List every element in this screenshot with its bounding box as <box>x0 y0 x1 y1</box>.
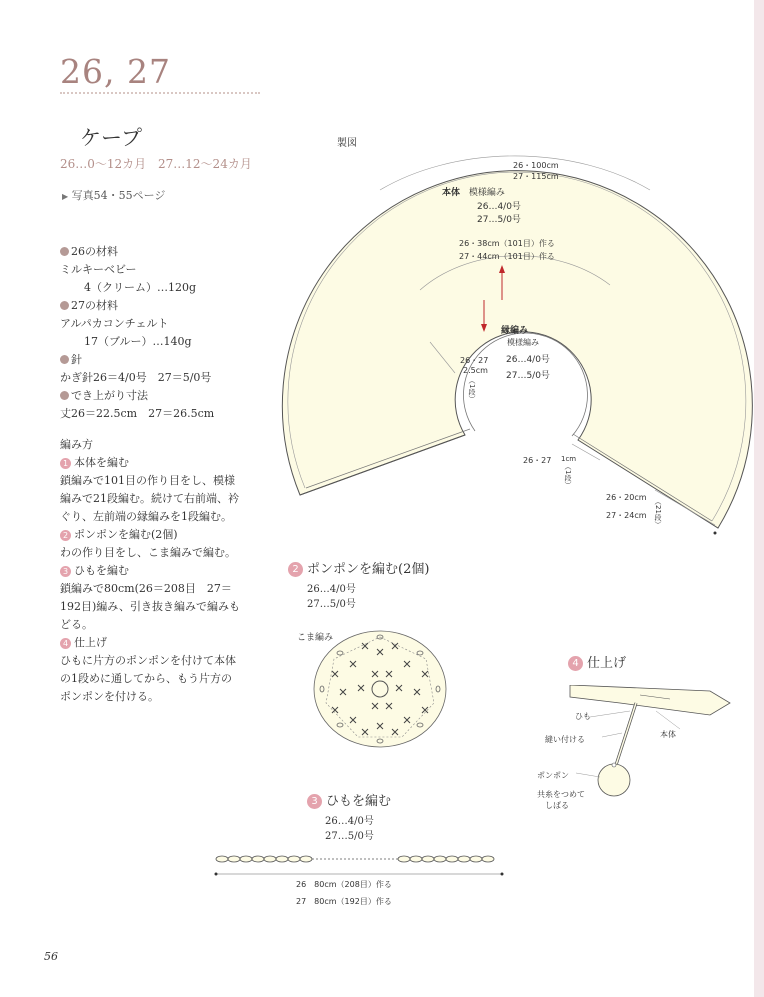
chain-right <box>398 856 494 862</box>
step-number-icon: 1 <box>60 458 71 469</box>
step2-title: ポンポンを編む(2個) <box>74 528 178 541</box>
step4-text: ひもに片方のポンポンを付けて本体の1段めに通してから、もう片方のポンポンを付ける。 <box>60 654 236 703</box>
body-hook-26: 26…4/0号 <box>477 202 521 212</box>
leader-line <box>576 773 600 777</box>
step1-title: 本体を編む <box>74 456 129 469</box>
pompom-section-title: 2 ポンポンを編む(2個) <box>288 558 429 577</box>
body-label: 本体 <box>660 730 676 739</box>
materials-26-detail: 4（クリーム）…120g <box>84 281 197 294</box>
page-number: 56 <box>44 950 58 963</box>
step-number-icon: 4 <box>60 638 71 649</box>
right-edge-size: 26・27 <box>523 456 552 465</box>
inner-length-26: 26・38cm（101目）作る <box>459 239 555 248</box>
bullet-icon <box>60 391 69 400</box>
right-edge-cm: 1cm <box>561 455 577 463</box>
leader-line <box>602 733 622 737</box>
right-edge-rows: （1段） <box>564 463 572 489</box>
materials-27-heading: 27の材料 <box>71 299 118 312</box>
step3-title: ひもを編む <box>74 564 129 577</box>
pompom-stitch-chart <box>310 623 450 753</box>
instructions-heading: 編み方 <box>60 438 93 451</box>
edge-label: 縁編み <box>501 326 529 336</box>
step4-title: 仕上げ <box>74 636 107 649</box>
step-number-icon: 3 <box>60 566 71 577</box>
sew-label: 縫い付ける <box>545 735 585 744</box>
diagram-title: 製図 <box>337 138 357 149</box>
materials-block <box>60 243 260 423</box>
string-section-title: 3 ひもを編む <box>307 790 391 809</box>
dotted-divider <box>60 92 260 94</box>
tie-label-2: しばる <box>545 801 569 810</box>
pompom-label: ポンポン <box>537 771 569 780</box>
materials-26-heading: 26の材料 <box>71 245 118 258</box>
photo-reference: ▶ 写真54・55ページ <box>62 189 166 202</box>
pattern-number: 26, 27 <box>60 52 171 91</box>
finished-size-heading: でき上がり寸法 <box>71 389 148 402</box>
size-range <box>60 155 252 172</box>
depth-rows: （21段） <box>654 498 662 528</box>
step-number-icon: 4 <box>568 656 583 671</box>
depth-26: 26・20cm <box>606 493 647 502</box>
materials-27-detail: 17（ブルー）…140g <box>84 335 192 348</box>
edge-hook-27: 27…5/0号 <box>506 371 550 381</box>
step-number-icon: 3 <box>307 794 322 809</box>
bullet-icon <box>60 301 69 310</box>
bullet-icon <box>60 247 69 256</box>
bullet-icon <box>60 355 69 364</box>
step3-text: 鎖編みで80cm(26＝208目 27＝192目)編み、引き抜き編みで編みもどる。 <box>60 582 240 631</box>
string-length-26: 26 80cm（208目）作る <box>296 880 392 889</box>
triangle-icon: ▶ <box>62 192 69 201</box>
finished-size-detail: 丈26＝22.5cm 27＝26.5cm <box>60 407 215 420</box>
finish-illustration <box>560 685 740 805</box>
step1-text: 鎖編みで101目の作り目をし、模様編みで21段編む。続けて右前端、衿ぐり、左前端の縁編みを1段編む。 <box>60 474 239 523</box>
chain-left <box>216 856 312 862</box>
body-hook-27: 27…5/0号 <box>477 215 521 225</box>
outer-length-26: 26・100cm <box>513 161 559 170</box>
inner-length-27: 27・44cm（101目）作る <box>459 252 555 261</box>
string-hook-26: 26…4/0号 <box>325 816 374 827</box>
needle-detail: かぎ針26＝4/0号 27＝5/0号 <box>60 371 212 384</box>
outer-length-27: 27・115cm <box>513 172 559 181</box>
left-edge-rows: （1段） <box>468 377 476 403</box>
pompom-ball <box>598 764 630 796</box>
leader-line <box>656 711 680 729</box>
materials-26-yarn: ミルキーベビー <box>60 263 137 276</box>
page-title: ケープ <box>80 126 142 150</box>
edge-hook-26: 26…4/0号 <box>506 355 550 365</box>
size-26: 26…0～12カ月 <box>60 157 147 171</box>
size-27: 27…12～24カ月 <box>158 157 252 171</box>
depth-27: 27・24cm <box>606 511 647 520</box>
step-number-icon: 2 <box>288 562 303 577</box>
left-edge-size: 26・27 <box>460 356 489 365</box>
cape-body-piece <box>570 685 730 715</box>
himo-label: ひも <box>575 712 591 721</box>
end-marker <box>714 532 717 535</box>
pompom-hook-27: 27…5/0号 <box>307 599 356 610</box>
string-hook-27: 27…5/0号 <box>325 831 374 842</box>
tie-label-1: 共糸をつめて <box>537 790 585 799</box>
finish-section-title: 4 仕上げ <box>568 652 626 671</box>
edge-pattern: 模様編み <box>507 338 539 347</box>
materials-27-yarn: アルパカコンチェルト <box>60 317 169 330</box>
step-number-icon: 2 <box>60 530 71 541</box>
pompom-hook-26: 26…4/0号 <box>307 584 356 595</box>
leader-line <box>590 711 630 717</box>
needle-heading: 針 <box>71 353 82 366</box>
body-label: 本体 模様編み <box>442 188 505 198</box>
instructions-block <box>60 436 242 706</box>
step2-text: わの作り目をし、こま編みで編む。 <box>60 546 236 559</box>
left-edge-cm: 2.5cm <box>463 366 488 375</box>
string-length-27: 27 80cm（192目）作る <box>296 897 392 906</box>
stitch-label: こま編み <box>297 633 334 643</box>
